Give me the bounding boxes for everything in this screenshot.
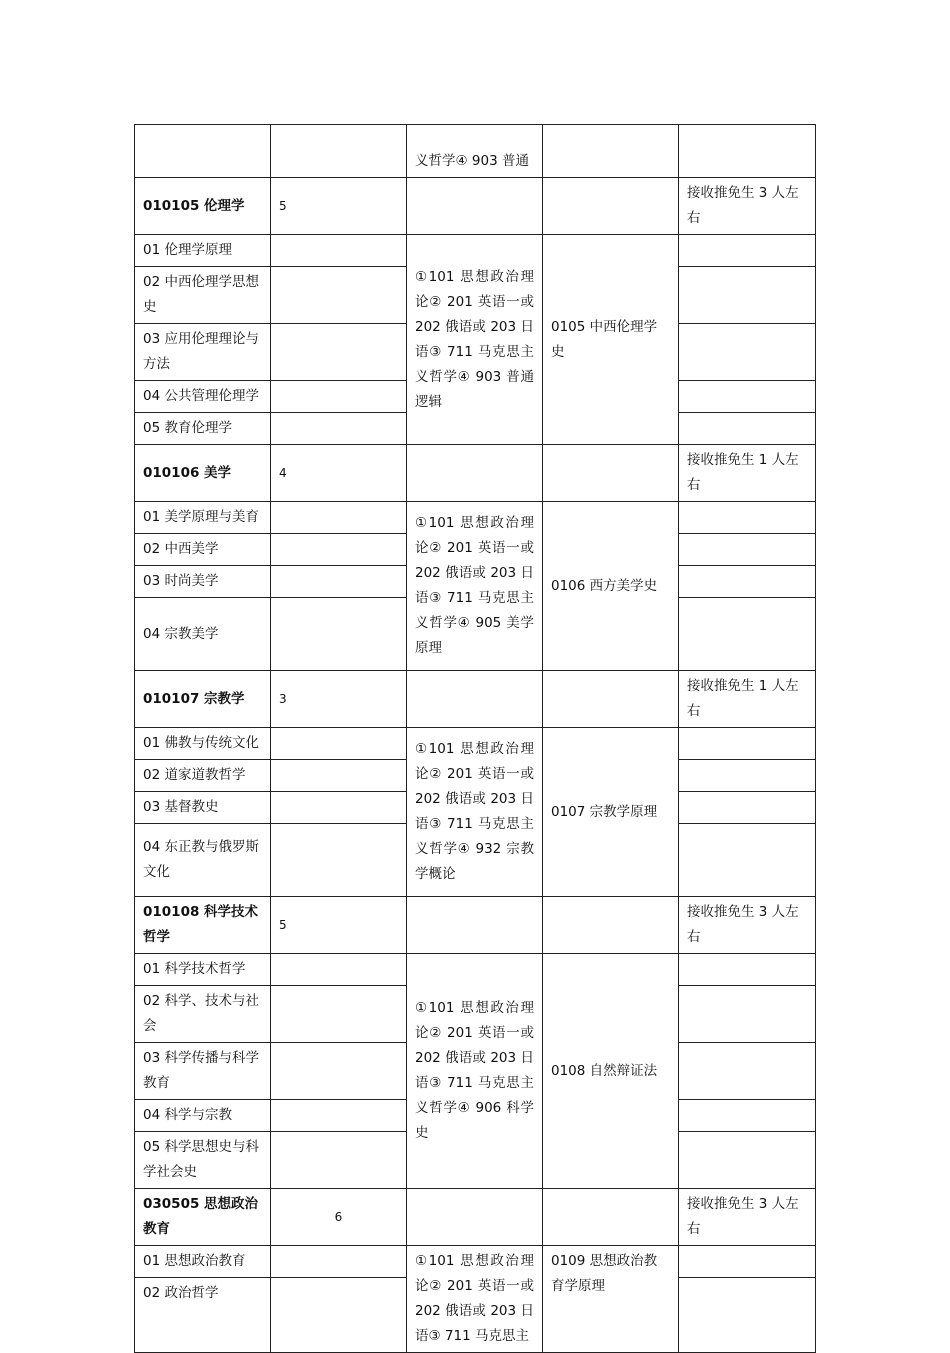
major-row	[135, 897, 816, 954]
exam-subjects-cell: 义哲学④ 903 普通	[407, 125, 543, 178]
research-direction: 01 伦理学原理	[135, 235, 271, 267]
research-direction: 05 教育伦理学	[135, 413, 271, 445]
table-cell	[271, 324, 407, 381]
research-direction: 02 科学、技术与社会	[135, 986, 271, 1043]
note-cell: 接收推免生 3 人左右	[679, 1189, 816, 1246]
table-cell	[271, 566, 407, 598]
table-cell	[679, 728, 816, 760]
direction-row	[135, 1246, 816, 1278]
table-cell	[679, 1100, 816, 1132]
major-code: 010106 美学	[135, 445, 271, 502]
major-code: 010107 宗教学	[135, 671, 271, 728]
table-cell	[271, 235, 407, 267]
table-cell	[679, 534, 816, 566]
major-row	[135, 178, 816, 235]
research-direction: 03 科学传播与科学教育	[135, 1043, 271, 1100]
exam-subjects-cell: ①101 思想政治理论② 201 英语一或 202 俄语或 203 日语③ 711 马克思主义哲学④ 932 宗教学概论	[407, 728, 543, 897]
table-cell	[679, 792, 816, 824]
table-cell	[679, 413, 816, 445]
retest-subject-cell: 0109 思想政治教育学原理	[543, 1246, 679, 1353]
enrollment-count: 5	[271, 897, 407, 954]
table-cell	[271, 1132, 407, 1189]
major-code: 010105 伦理学	[135, 178, 271, 235]
table-cell	[135, 125, 271, 178]
research-direction: 01 佛教与传统文化	[135, 728, 271, 760]
table-cell	[679, 986, 816, 1043]
table-cell	[271, 760, 407, 792]
direction-row	[135, 235, 816, 267]
table-cell	[679, 1246, 816, 1278]
research-direction: 03 应用伦理理论与方法	[135, 324, 271, 381]
research-direction: 05 科学思想史与科学社会史	[135, 1132, 271, 1189]
table-cell	[679, 502, 816, 534]
table-cell	[271, 413, 407, 445]
research-direction: 02 政治哲学	[135, 1278, 271, 1353]
exam-subjects-cell: ①101 思想政治理论② 201 英语一或 202 俄语或 203 日语③ 711 马克思主	[407, 1246, 543, 1353]
major-code: 010108 科学技术哲学	[135, 897, 271, 954]
research-direction: 04 科学与宗教	[135, 1100, 271, 1132]
research-direction: 03 时尚美学	[135, 566, 271, 598]
table-cell	[679, 598, 816, 671]
direction-row	[135, 954, 816, 986]
table-cell	[271, 125, 407, 178]
research-direction: 04 宗教美学	[135, 598, 271, 671]
table-cell	[407, 1189, 543, 1246]
table-cell	[271, 381, 407, 413]
retest-subject-cell: 0105 中西伦理学史	[543, 235, 679, 445]
table-cell	[679, 267, 816, 324]
research-direction: 04 东正教与俄罗斯文化	[135, 824, 271, 897]
note-cell: 接收推免生 3 人左右	[679, 897, 816, 954]
research-direction: 01 思想政治教育	[135, 1246, 271, 1278]
enrollment-table	[134, 124, 816, 1353]
research-direction: 01 美学原理与美育	[135, 502, 271, 534]
note-cell: 接收推免生 3 人左右	[679, 178, 816, 235]
table-row	[135, 125, 816, 178]
research-direction: 02 中西美学	[135, 534, 271, 566]
table-cell	[679, 1043, 816, 1100]
direction-row	[135, 502, 816, 534]
enrollment-count: 4	[271, 445, 407, 502]
research-direction: 02 道家道教哲学	[135, 760, 271, 792]
table-cell	[271, 792, 407, 824]
table-cell	[271, 598, 407, 671]
table-cell	[271, 502, 407, 534]
major-row	[135, 1189, 816, 1246]
note-cell: 接收推免生 1 人左右	[679, 671, 816, 728]
table-cell	[543, 125, 679, 178]
table-cell	[679, 324, 816, 381]
enrollment-count: 3	[271, 671, 407, 728]
table-cell	[679, 1132, 816, 1189]
exam-subjects-cell: ①101 思想政治理论② 201 英语一或 202 俄语或 203 日语③ 711 马克思主义哲学④ 905 美学原理	[407, 502, 543, 671]
table-cell	[271, 267, 407, 324]
table-cell	[543, 1189, 679, 1246]
direction-row	[135, 728, 816, 760]
major-row	[135, 671, 816, 728]
enrollment-count: 5	[271, 178, 407, 235]
major-row	[135, 445, 816, 502]
table-cell	[407, 445, 543, 502]
table-cell	[271, 728, 407, 760]
enrollment-count: 6	[271, 1189, 407, 1246]
table-cell	[271, 534, 407, 566]
note-cell: 接收推免生 1 人左右	[679, 445, 816, 502]
table-cell	[679, 760, 816, 792]
table-cell	[271, 824, 407, 897]
table-cell	[271, 1278, 407, 1353]
table-cell	[679, 125, 816, 178]
table-cell	[271, 986, 407, 1043]
table-cell	[679, 381, 816, 413]
table-cell	[679, 235, 816, 267]
table-cell	[679, 824, 816, 897]
table-cell	[271, 1043, 407, 1100]
research-direction: 03 基督教史	[135, 792, 271, 824]
table-cell	[543, 178, 679, 235]
table-cell	[271, 1246, 407, 1278]
major-code: 030505 思想政治教育	[135, 1189, 271, 1246]
table-cell	[407, 671, 543, 728]
retest-subject-cell: 0107 宗教学原理	[543, 728, 679, 897]
table-cell	[407, 897, 543, 954]
research-direction: 02 中西伦理学思想史	[135, 267, 271, 324]
research-direction: 04 公共管理伦理学	[135, 381, 271, 413]
table-cell	[271, 954, 407, 986]
table-cell	[679, 954, 816, 986]
retest-subject-cell: 0108 自然辩证法	[543, 954, 679, 1189]
table-cell	[679, 566, 816, 598]
table-cell	[407, 178, 543, 235]
retest-subject-cell: 0106 西方美学史	[543, 502, 679, 671]
exam-subjects-cell: ①101 思想政治理论② 201 英语一或 202 俄语或 203 日语③ 711 马克思主义哲学④ 906 科学史	[407, 954, 543, 1189]
exam-subjects-cell: ①101 思想政治理论② 201 英语一或 202 俄语或 203 日语③ 711 马克思主义哲学④ 903 普通逻辑	[407, 235, 543, 445]
research-direction: 01 科学技术哲学	[135, 954, 271, 986]
table-cell	[271, 1100, 407, 1132]
table-cell	[543, 671, 679, 728]
table-cell	[543, 897, 679, 954]
table-cell	[679, 1278, 816, 1353]
table-cell	[543, 445, 679, 502]
